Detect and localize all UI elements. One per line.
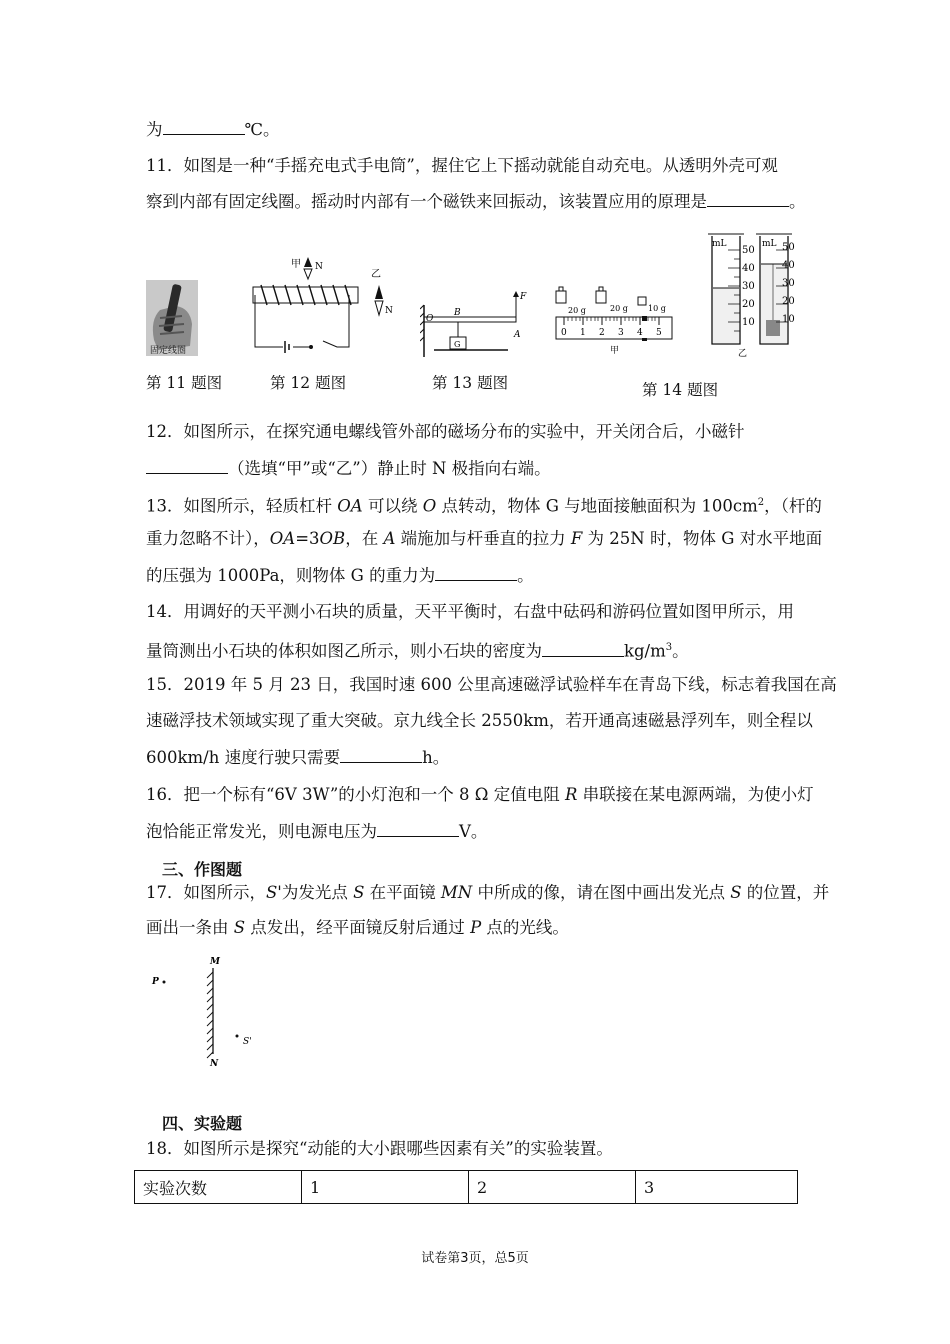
svg-text:20: 20 [782, 296, 795, 307]
svg-text:mL: mL [712, 239, 727, 249]
question-16-line-2: 泡恰能正常发光，则电源电压为 V。 [146, 822, 488, 841]
blank[interactable] [542, 640, 624, 657]
svg-text:N: N [210, 1059, 219, 1069]
blank[interactable] [377, 820, 459, 837]
compass-yi [375, 285, 383, 299]
section-3-heading: 三、作图题 [162, 860, 243, 879]
svg-text:B: B [454, 308, 461, 318]
svg-text:N: N [315, 262, 323, 272]
svg-text:G: G [454, 340, 461, 349]
svg-text:30: 30 [742, 281, 755, 292]
figure-14-cylinders [700, 228, 800, 358]
question-11-line-2: 察到内部有固定线圈。摇动时内部有一个磁铁来回振动，该装置应用的原理是 。 [146, 192, 806, 211]
svg-text:O: O [426, 314, 434, 324]
question-17-line-1: 17．如图所示，S'为发光点 S 在平面镜 MN 中所成的像，请在图中画出发光点 S 的位置，并 [146, 883, 830, 902]
svg-text:mL: mL [762, 239, 777, 249]
rider [642, 316, 647, 321]
svg-text:4: 4 [637, 328, 643, 338]
caption-fig-14: 第 14 题图 [642, 381, 719, 399]
svg-text:40: 40 [782, 260, 795, 271]
svg-text:1: 1 [580, 328, 586, 338]
blank[interactable] [435, 564, 517, 581]
svg-text:S': S' [243, 1037, 252, 1047]
svg-text:10 g: 10 g [648, 304, 666, 313]
svg-text:20: 20 [742, 299, 755, 310]
question-18-line-1: 18．如图所示是探究“动能的大小跟哪些因素有关”的实验装置。 [146, 1139, 613, 1158]
page-footer: 试卷第3页，总5页 [421, 1251, 529, 1266]
svg-text:50: 50 [782, 242, 795, 253]
question-13-line-1: 13．如图所示，轻质杠杆 OA 可以绕 O 点转动，物体 G 与地面接触面积为 $100cm^2$，（杆的 [146, 496, 822, 516]
question-15-line-2: 速磁浮技术领域实现了重大突破。京九线全长 2550km，若开通高速磁悬浮列车，则全程以 [146, 711, 813, 730]
jia-label: 甲 [291, 259, 301, 270]
table-cell: 3 [636, 1171, 798, 1204]
question-13-line-2: 重力忽略不计），OA=3OB，在 A 端施加与杆垂直的拉力 F 为 25N 时，物体 G 对水平地面 [146, 529, 823, 548]
svg-text:3: 3 [618, 328, 624, 338]
point-p [163, 981, 166, 984]
coil-label: 固定线圈 [150, 346, 187, 356]
svg-text:N: N [385, 306, 393, 316]
blank[interactable] [707, 190, 789, 207]
experiment-table [134, 1170, 798, 1204]
figure-13-lever [420, 285, 540, 363]
svg-text:0: 0 [561, 328, 567, 338]
figure-17-mirror [148, 952, 263, 1072]
table-cell: 1 [302, 1171, 469, 1204]
question-16-line-1: 16．把一个标有“6V 3W”的小灯泡和一个 8 Ω 定值电阻 R 串联接在某电源两端，为使小灯 [146, 785, 814, 804]
question-17-line-2: 画出一条由 S 点发出，经平面镜反射后通过 P 点的光线。 [146, 918, 569, 937]
svg-text:M: M [210, 957, 220, 967]
svg-text:50: 50 [742, 245, 755, 256]
svg-text:10: 10 [782, 314, 795, 325]
question-13-line-3: 的压强为 1000Pa，则物体 G 的重力为 。 [146, 566, 534, 585]
point-p-label: P [152, 977, 159, 987]
compass-jia [304, 257, 312, 267]
svg-text:甲: 甲 [610, 346, 620, 356]
blank[interactable] [146, 457, 228, 474]
blank[interactable] [163, 118, 245, 135]
point-s-prime [236, 1035, 239, 1038]
question-12-line-2: （选填“甲”或“乙”）静止时 N 极指向右端。 [146, 457, 551, 480]
table-cell: 2 [469, 1171, 636, 1204]
yi-label: 乙 [371, 269, 381, 280]
svg-text:2: 2 [599, 328, 605, 338]
svg-text:20 g: 20 g [610, 304, 628, 313]
caption-fig-13: 第 13 题图 [432, 374, 509, 392]
caption-fig-12: 第 12 题图 [270, 374, 347, 392]
section-4-heading: 四、实验题 [162, 1114, 243, 1133]
blank[interactable] [340, 746, 422, 763]
svg-text:20 g: 20 g [568, 306, 586, 315]
figure-14-balance [550, 285, 680, 360]
svg-text:10: 10 [742, 317, 755, 328]
question-15-line-3: 600km/h 速度行驶只需要 h。 [146, 748, 450, 767]
figure-12-solenoid [245, 255, 405, 360]
svg-text:5: 5 [656, 328, 662, 338]
question-11-line-1: 11．如图是一种“手摇充电式手电筒”，握住它上下摇动就能自动充电。从透明外壳可观 [146, 156, 778, 175]
svg-text:40: 40 [742, 263, 755, 274]
svg-text:乙: 乙 [738, 349, 748, 358]
svg-text:F: F [520, 292, 527, 302]
question-15-line-1: 15．2019 年 5 月 23 日，我国时速 600 公里高速磁浮试验样车在青岛下线，标志着我国在高 [146, 675, 837, 694]
table-cell: 实验次数 [135, 1171, 302, 1204]
svg-text:30: 30 [782, 278, 795, 289]
svg-text:A: A [514, 330, 521, 340]
answer-line-10: 为 ℃。 [146, 120, 280, 139]
table-row [135, 1171, 798, 1204]
figure-11-flashlight [146, 280, 202, 356]
question-14-line-2: 量筒测出小石块的体积如图乙所示，则小石块的密度为 $kg/m^3$。 [146, 641, 689, 661]
caption-fig-11: 第 11 题图 [146, 374, 223, 392]
question-14-line-1: 14．用调好的天平测小石块的质量，天平平衡时，右盘中砝码和游码位置如图甲所示，用 [146, 602, 794, 621]
question-12-line-1: 12．如图所示，在探究通电螺线管外部的磁场分布的实验中，开关闭合后，小磁针 [146, 422, 745, 441]
